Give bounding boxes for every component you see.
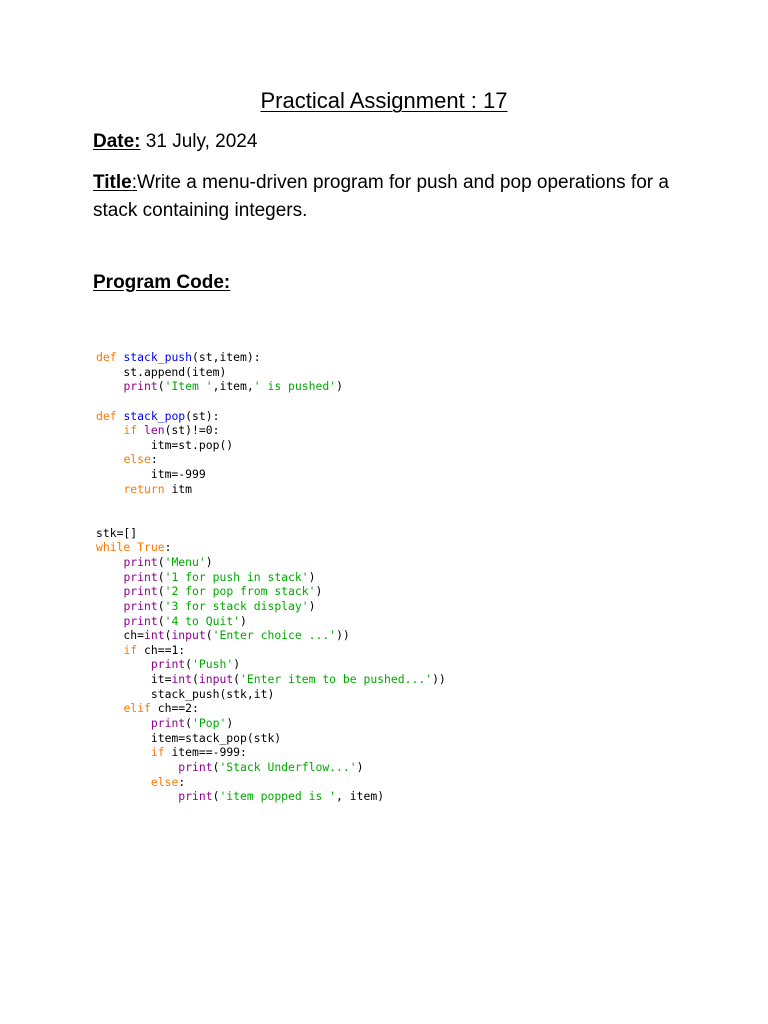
code-token: if — [150, 745, 172, 760]
code-token — [96, 570, 123, 584]
code-line — [96, 511, 446, 526]
code-token: ,item, — [212, 379, 254, 394]
code-token: '1 for push in stack' — [164, 569, 309, 584]
code-line — [96, 409, 446, 424]
title-label: Title — [93, 172, 132, 193]
code-line — [96, 775, 446, 790]
code-token: print — [150, 716, 186, 731]
code-token: print — [178, 759, 213, 774]
code-token: 'Push' — [192, 657, 234, 672]
code-token: if — [123, 642, 145, 657]
code-token: (st)!=0: — [164, 423, 220, 438]
code-token: else — [123, 452, 151, 467]
code-token: ( — [157, 379, 165, 394]
code-token: , item) — [336, 789, 385, 804]
code-token — [96, 657, 151, 671]
code-token: : — [164, 540, 172, 555]
code-block — [96, 350, 446, 804]
code-token: itm — [164, 481, 193, 496]
code-token: ( — [185, 657, 193, 672]
code-token: ( — [233, 672, 241, 687]
code-line — [96, 614, 446, 629]
code-token: ) — [205, 554, 213, 569]
code-token: def — [96, 350, 124, 364]
section-heading-program-code: Program Code: — [93, 272, 231, 293]
code-token: ) — [308, 598, 316, 613]
code-line — [96, 745, 446, 760]
code-line — [96, 496, 446, 511]
code-token: ( — [212, 789, 220, 804]
code-token — [96, 452, 123, 466]
code-token: ( — [164, 628, 172, 643]
code-token: '3 for stack display' — [164, 598, 309, 613]
code-line — [96, 555, 446, 570]
code-token: ( — [157, 598, 165, 613]
code-token — [96, 379, 123, 393]
code-token: input — [171, 628, 206, 643]
code-token: ( — [157, 569, 165, 584]
code-token: 'Pop' — [192, 716, 227, 731]
code-line — [96, 526, 446, 541]
title-block — [93, 169, 683, 225]
code-line — [96, 628, 446, 643]
code-token: ( — [157, 613, 165, 628]
code-line — [96, 350, 446, 365]
code-token: return — [123, 481, 165, 496]
code-token: stack_pop — [123, 408, 186, 423]
code-token: )) — [432, 672, 446, 687]
code-token: ( — [185, 716, 193, 731]
code-token: : — [178, 774, 186, 789]
code-line — [96, 789, 446, 804]
code-line — [96, 760, 446, 775]
code-token: : — [150, 452, 158, 467]
code-line — [96, 731, 446, 746]
code-line — [96, 687, 446, 702]
code-token: 'item popped is ' — [219, 789, 337, 804]
code-token — [96, 643, 123, 657]
code-line — [96, 672, 446, 687]
code-token — [96, 789, 178, 803]
code-token: ch==1: — [144, 642, 186, 657]
code-token: print — [123, 569, 158, 584]
code-line — [96, 570, 446, 585]
code-token — [96, 423, 123, 437]
code-line — [96, 643, 446, 658]
code-token: int — [171, 672, 193, 687]
code-token — [96, 745, 151, 759]
code-line — [96, 423, 446, 438]
code-line — [96, 379, 446, 394]
code-line — [96, 467, 446, 482]
code-token: 'Enter choice ...' — [212, 628, 337, 643]
code-token: ) — [226, 716, 234, 731]
code-token: ) — [233, 657, 241, 672]
code-token: '2 for pop from stack' — [164, 584, 316, 599]
code-token: st.append(item) — [96, 364, 227, 379]
code-token: itm=-999 — [96, 467, 206, 482]
code-token: while — [96, 540, 138, 555]
code-token — [96, 584, 123, 598]
code-token: ) — [315, 584, 323, 599]
code-token: ( — [212, 759, 220, 774]
code-token: )) — [336, 628, 350, 643]
code-token — [96, 775, 151, 789]
code-token: '4 to Quit' — [164, 613, 241, 628]
code-line — [96, 365, 446, 380]
code-token: 'Enter item to be pushed...' — [240, 672, 433, 687]
code-token: stk=[] — [96, 525, 138, 540]
code-token — [96, 482, 123, 496]
code-token: print — [123, 613, 158, 628]
code-token: item=stack_pop(stk) — [96, 730, 282, 745]
code-token: (st,item): — [192, 350, 261, 364]
code-line — [96, 584, 446, 599]
code-token — [96, 701, 123, 715]
code-token: True — [137, 540, 165, 555]
code-token: int — [144, 628, 165, 643]
code-token: ch==2: — [157, 701, 199, 716]
code-token — [96, 555, 123, 569]
code-token: print — [123, 554, 158, 569]
code-token: print — [123, 584, 158, 599]
code-token: ) — [336, 379, 343, 394]
code-token: len — [144, 423, 165, 438]
code-token — [96, 760, 178, 774]
date-label: Date: — [93, 131, 141, 152]
page-title: Practical Assignment : 17 — [260, 88, 508, 113]
code-token: itm=st.pop() — [96, 437, 234, 452]
code-line — [96, 716, 446, 731]
code-token: print — [178, 789, 213, 804]
code-token: 'Item ' — [164, 379, 213, 394]
code-token: if — [123, 423, 145, 438]
code-token: print — [123, 598, 158, 613]
date-line — [93, 131, 257, 153]
code-token: ) — [240, 613, 247, 628]
code-token: item==-999: — [171, 745, 247, 760]
code-token: ( — [205, 628, 213, 643]
code-token — [96, 599, 123, 613]
code-token: stack_push — [123, 350, 193, 364]
code-token: print — [150, 657, 186, 672]
code-line — [96, 599, 446, 614]
code-token — [96, 614, 123, 628]
code-token: it= — [96, 672, 172, 687]
code-token: ( — [192, 672, 199, 687]
code-token: stack_push(stk,it) — [96, 686, 275, 701]
code-line — [96, 438, 446, 453]
code-token: (st): — [185, 408, 220, 423]
code-token: ch= — [96, 628, 145, 643]
code-token: def — [96, 408, 124, 423]
code-token: print — [123, 379, 158, 394]
code-line — [96, 452, 446, 467]
code-token: elif — [123, 701, 158, 716]
code-token: ) — [308, 569, 316, 584]
code-token: ' is pushed' — [253, 379, 337, 394]
code-token: 'Menu' — [164, 554, 206, 569]
code-line — [96, 540, 446, 555]
date-value: 31 July, 2024 — [140, 131, 258, 152]
code-line — [96, 701, 446, 716]
title-colon: : — [131, 172, 137, 193]
code-token — [96, 716, 151, 730]
code-token: ( — [157, 584, 165, 599]
code-token: ) — [356, 759, 364, 774]
code-token: ( — [157, 554, 165, 569]
code-line — [96, 657, 446, 672]
code-token: input — [198, 672, 234, 687]
code-line — [96, 482, 446, 497]
code-token: 'Stack Underflow...' — [219, 759, 357, 774]
code-line — [96, 394, 446, 409]
title-text: Write a menu-driven program for push and pop operations for a stack containing integers. — [93, 172, 669, 221]
code-token: else — [150, 774, 179, 789]
